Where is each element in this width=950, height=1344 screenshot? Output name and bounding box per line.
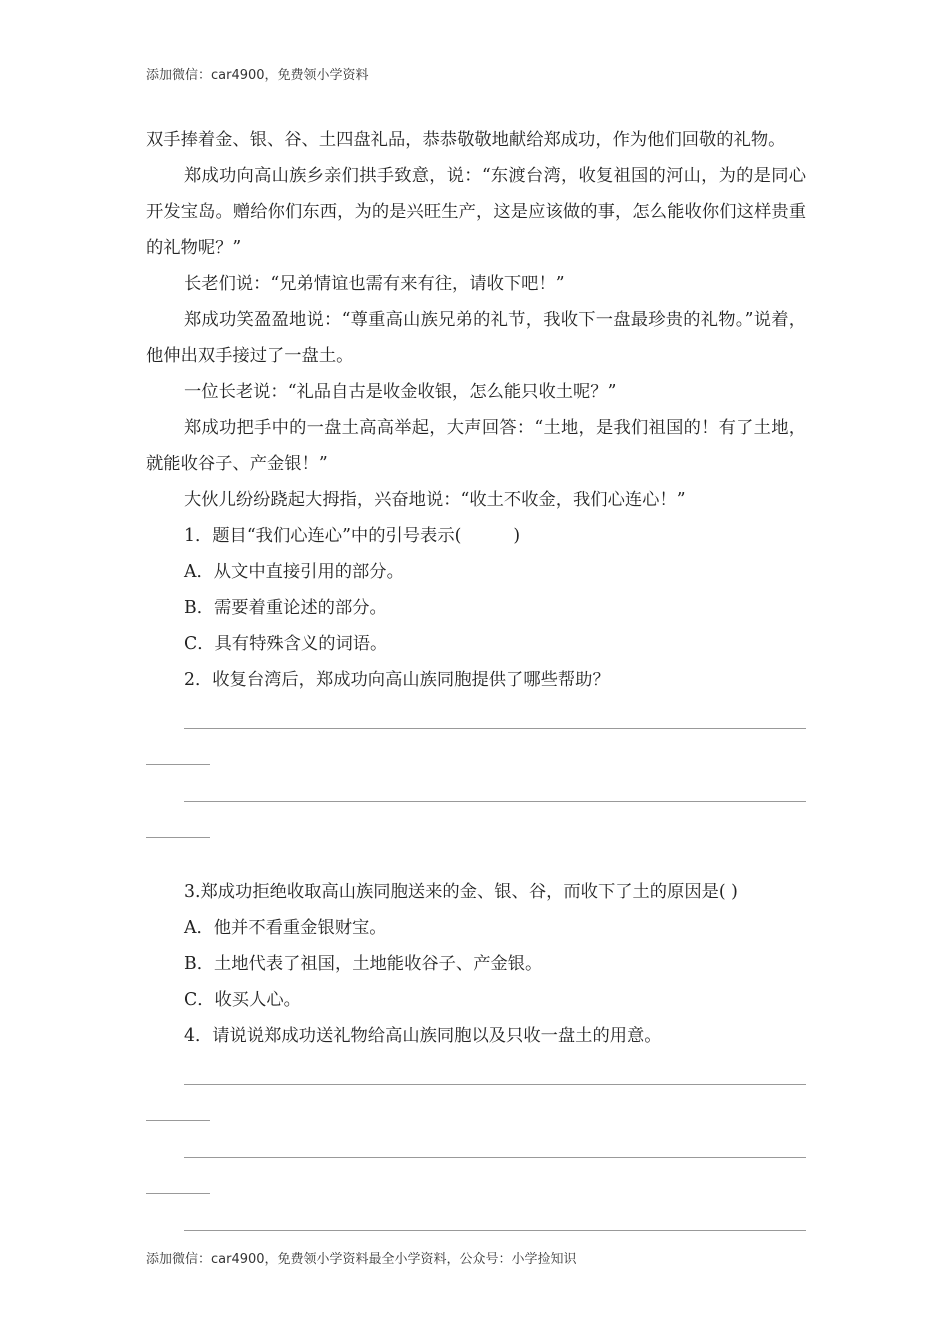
answer-line[interactable]	[184, 801, 806, 802]
question-1-option-c[interactable]: C．具有特殊含义的词语。	[184, 634, 388, 654]
answer-line[interactable]	[184, 728, 806, 729]
story-paragraph: 大伙儿纷纷跷起大拇指，兴奋地说：“收土不收金，我们心连心！”	[184, 490, 686, 510]
question-1	[146, 518, 806, 554]
question-3: 3.郑成功拒绝收取高山族同胞送来的金、银、谷，而收下了土的原因是( )	[184, 882, 738, 902]
question-1-close: )	[513, 526, 521, 546]
question-3-option-b[interactable]: B．土地代表了祖国，土地能收谷子、产金银。	[184, 954, 543, 974]
story-paragraph: 长老们说：“兄弟情谊也需有来有往，请收下吧！”	[184, 274, 565, 294]
story-paragraph: 双手捧着金、银、谷、土四盘礼品，恭恭敬敬地献给郑成功，作为他们回敬的礼物。	[146, 130, 786, 150]
question-1-option-a[interactable]: A．从文中直接引用的部分。	[184, 562, 404, 582]
question-3-option-a[interactable]: A．他并不看重金银财宝。	[184, 918, 387, 938]
question-4: 4．请说说郑成功送礼物给高山族同胞以及只收一盘土的用意。	[184, 1026, 662, 1046]
story-paragraph: 一位长老说：“礼品自古是收金收银，怎么能只收土呢？”	[184, 382, 617, 402]
answer-line[interactable]	[184, 1084, 806, 1085]
question-2: 2．收复台湾后，郑成功向高山族同胞提供了哪些帮助？	[184, 670, 610, 690]
question-3-option-c[interactable]: C．收买人心。	[184, 990, 301, 1010]
answer-line[interactable]	[146, 1120, 210, 1121]
document-body	[146, 122, 806, 1266]
answer-line[interactable]	[146, 764, 210, 765]
answer-line[interactable]	[146, 1193, 210, 1194]
answer-line[interactable]	[146, 837, 210, 838]
story-paragraph: 郑成功把手中的一盘土高高举起，大声回答：“土地，是我们祖国的！有了土地，就能收谷子、产金银！”	[146, 418, 806, 474]
question-1-stem: 1．题目“我们心连心”中的引号表示(	[184, 526, 462, 546]
story-paragraph: 郑成功笑盈盈地说：“尊重高山族兄弟的礼节，我收下一盘最珍贵的礼物。”说着，他伸出双手接过了一盘土。	[146, 310, 806, 366]
page-footer: 添加微信：car4900，免费领小学资料最全小学资料，公众号：小学捡知识	[146, 1252, 577, 1267]
page-header: 添加微信：car4900，免费领小学资料	[146, 68, 369, 83]
answer-line[interactable]	[184, 1230, 806, 1231]
answer-line[interactable]	[184, 1157, 806, 1158]
question-1-option-b[interactable]: B．需要着重论述的部分。	[184, 598, 387, 618]
story-paragraph: 郑成功向高山族乡亲们拱手致意，说：“东渡台湾，收复祖国的河山，为的是同心开发宝岛。赠给你们东西，为的是兴旺生产，这是应该做的事，怎么能收你们这样贵重的礼物呢？”	[146, 166, 806, 258]
